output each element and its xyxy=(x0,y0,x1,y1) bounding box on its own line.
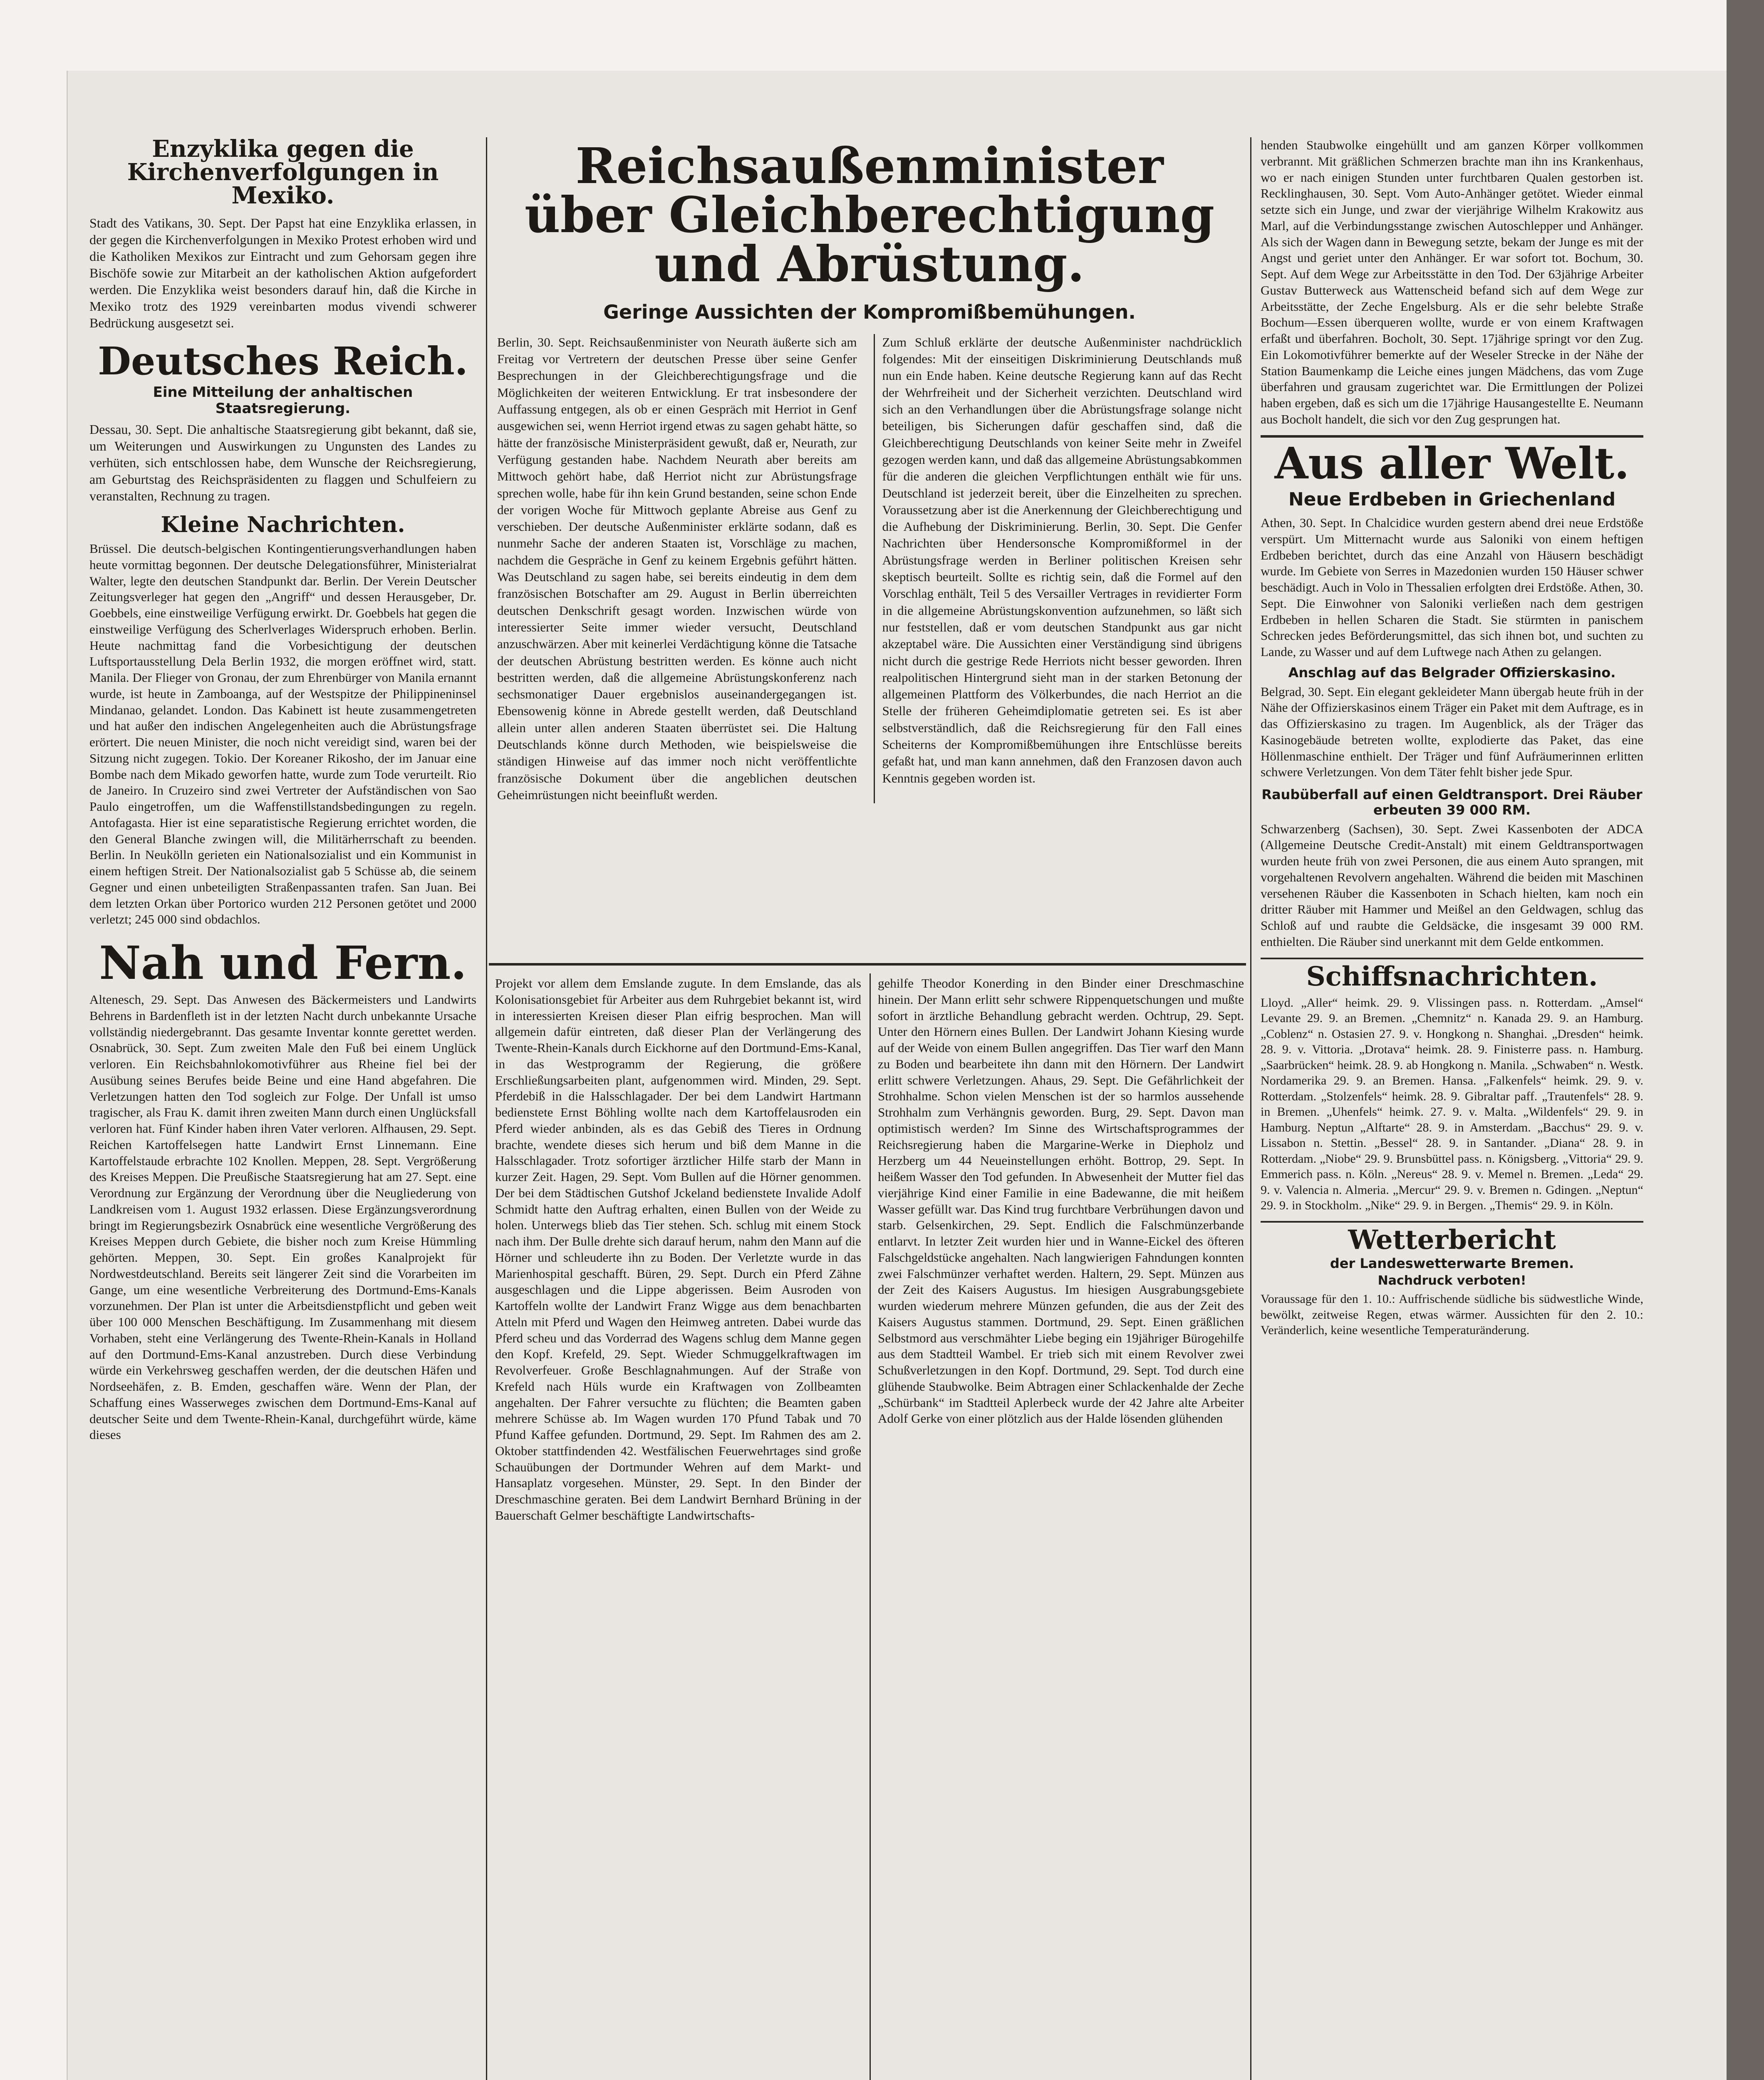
headline-schiffsnachrichten: Schiffsnachrichten. xyxy=(1306,961,1598,992)
article-belgrad: Belgrad, 30. Sept. Ein elegant gekleideter Mann übergab heute früh in der Nähe der Offizierskasinos einem Träger ein Paket mit dem Auftrage, es in das Offizierskasino zu tragen. Im Augenblick, als der Träger das Kasinogebäude betreten wollte, explodierte das Paket, das eine Höllenmaschine enthielt. Der Träger und fünf Aufräumerinnen erlitten schwere Verletzungen. Von dem Täter fehlt bisher jede Spur. xyxy=(1261,684,1643,780)
headline-aus-aller-welt: Aus aller Welt. xyxy=(1274,437,1630,489)
main-text-right: Zum Schluß erklärte der deutsche Außenminister nachdrücklich folgendes: Mit der einseitigen Diskriminierung Deutschlands muß nun ein Ende haben. Keine deutsche Regierung kann auf das Recht der Wehrfreiheit und der Sicherheit verzichten. Deutschland wird sich an den Verhandlungen über die Abrüstungsfrage solange nicht beteiligen, bis Sicherungen dafür geschaffen sind, daß die Gleichberechtigung Deutschlands von keiner Seite mehr in Zweifel gezogen werden kann, und daß das allgemeine Abrüstungsabkommen für die anderen die gleichen Verpflichtungen enthält wie für uns. Deutschland ist jederzeit bereit, über die Einzelheiten zu sprechen. Voraussetzung aber ist die Anerkennung der Gleichberechtigung und die Aufhebung der Diskriminierung. Berlin, 30. Sept. Die Genfer Nachrichten über Hendersonsche Kompromißformel in der Abrüstungsfrage werden in Berliner politischen Kreisen sehr skeptisch beurteilt. Sollte es richtig sein, daß die Formel auf den Vorschlag enthält, Teil 5 des Versailler Vertrages in revidierter Form in die allgemeine Abrüstungskonvention aufzunehmen, so läßt sich nur feststellen, daß er vom deutschen Standpunkt aus gar nicht akzeptabel wäre. Die Aussichten einer Verständigung sind übrigens nicht durch die gestrige Rede Herriots nicht besser geworden. Ihren realpolitischen Hintergrund sieht man in der starken Betonung der allgemeinen Plattform des Völkerbundes, die nach Herriot an die Stelle der früheren Geheimdiplomatie getreten sei. Es ist aber selbstverständlich, daß die Reichsregierung für den Fall eines Scheiterns der Kompromißbemühungen ihre Entschlüsse bereits gefaßt hat, und man kann annehmen, daß den Franzosen davon auch Kenntnis gegeben worden ist. xyxy=(874,334,1242,803)
article-schiffsnachrichten: Lloyd. „Aller“ heimk. 29. 9. Vlissingen pass. n. Rotterdam. „Amsel“ Levante 29. 9. an Bremen. „Chemnitz“ n. Kanada 29. 9. an Hamburg. „Coblenz“ n. Ostasien 27. 9. v. Hongkong n. Shanghai. „Dresden“ heimk. 28. 9. v. Vittoria. „Drotava“ heimk. 28. 9. Finisterre pass. n. Hamburg. „Saarbrücken“ heimk. 28. 9. ab Hongkong n. Manila. „Schwaben“ n. Westk. Nordamerika 29. 9. an Bremen. Hansa. „Falkenfels“ heimk. 29. 9. v. Rotterdam. „Stolzenfels“ heimk. 28. 9. Gibraltar paff. „Trautenfels“ 28. 9. in Bremen. „Uhenfels“ heimk. 27. 9. v. Malta. „Wildenfels“ 29. 9. in Hamburg. Neptun „Alftarte“ 28. 9. in Amsterdam. „Bacchus“ 29. 9. v. Lissabon n. Stettin. „Bessel“ 28. 9. in Santander. „Diana“ 28. 9. in Rotterdam. „Niobe“ 29. 9. Brunsbüttel pass. n. Königsberg. „Vittoria“ 29. 9. Emmerich pass. n. Köln. „Nereus“ 28. 9. v. Memel n. Bremen. „Leda“ 29. 9. v. Valencia n. Almeria. „Mercur“ 29. 9. v. Bremen n. Gdingen. „Neptun“ 29. 9. in Stockholm. „Nike“ 29. 9. in Bergen. „Themis“ 29. 9. in Köln. xyxy=(1261,995,1643,1213)
headline-nah-und-fern: Nah und Fern. xyxy=(99,936,467,990)
section-rule xyxy=(1261,958,1643,959)
main-headline: Reichsaußenminister über Gleichberechtigung und Abrüstung. xyxy=(524,137,1215,293)
column-1 xyxy=(89,137,476,2080)
section-rule xyxy=(1261,435,1643,438)
article-enzyklika: Stadt des Vatikans, 30. Sept. Der Papst hat eine Enzyklika erlassen, in der gegen die Kirchenverfolgungen in Mexiko Protest erhoben wird und die Katholiken Mexikos zur Eintracht und zum Gehorsam gegen ihre Bischöfe sowie zur Mitarbeit an der katholischen Aktion aufgefordert werden. Die Enzyklika weist besonders darauf hin, daß die Kirche in Mexiko trotz des 1929 vereinbarten modus vivendi schwerer Bedrückung ausgesetzt sei. xyxy=(89,215,476,330)
column-rule xyxy=(486,137,487,2080)
article-wetterbericht: Voraussage für den 1. 10.: Auffrischende südliche bis südwestliche Winde, bewölkt, zeitweise Regen, etwas wärmer. Aussichten für den 2. 10.: Veränderlich, keine wesentliche Temperaturänderung. xyxy=(1261,1292,1643,1337)
section-rule xyxy=(1261,1221,1643,1223)
headline-enzyklika: Enzyklika gegen die Kirchenverfolgungen in Mexiko. xyxy=(127,137,439,209)
headline-wetterbericht: Wetterbericht xyxy=(1348,1224,1556,1255)
article-column-3: gehilfe Theodor Konerding in den Binder einer Dreschmaschine hinein. Der Mann erlitt sehr schwere Rippenquetschungen und mußte sofort in ärztliche Behandlung gebracht werden. Ochtrup, 29. Sept. Unter den Hörnern eines Bullen. Der Landwirt Johann Kiesing wurde auf der Weide von einem Bullen angegriffen. Das Tier warf den Mann zu Boden und bearbeitete ihn dann mit den Hörnern. Der Landwirt erlitt schwere Verletzungen. Ahaus, 29. Sept. Die Gefährlichkeit der Strohhalme. Schon vielen Menschen ist der so harmlos aussehende Strohhalm zum Verhängnis geworden. Burg, 29. Sept. Davon man optimistisch werden? Im Sinne des Wirtschaftsprogrammes der Reichsregierung haben die Margarine-Werke in Diepholz und Herzberg um 44 Neueinstellungen erhöht. Bottrop, 29. Sept. In heißem Wasser den Tod gefunden. In Abwesenheit der Mutter fiel das vierjährige Kind einer Familie in eine Badewanne, die mit heißem Wasser gefüllt war. Das Kind trug furchtbare Verbrühungen davon und starb. Gelsenkirchen, 29. Sept. Endlich die Falschmünzerbande entlarvt. In letzter Zeit wurden hier und in Wanne-Eickel des öfteren Falschgeldstücke angehalten. Nach langwierigen Fahndungen konnten zwei Falschmünzer verhaftet werden. Haltern, 29. Sept. Münzen aus der Zeit des Kaisers Augustus. Im hiesigen Ausgrabungsgebiete wurden wiederum mehrere Münzen gefunden, die aus der Zeit des Kaisers Augustus stammen. Dortmund, 29. Sept. Einen gräßlichen Selbstmord aus verschmähter Liebe beging ein 19jähriger Bürogehilfe aus dem Stadtteil Wambel. Er trieb sich mit einem Revolver zwei Schußverletzungen in den Kopf. Dortmund, 29. Sept. Tod durch eine glühende Staubwolke. Beim Abtragen einer Schlackenhalde der Zeche „Schürbank“ im Stadtteil Aplerbeck wurde der 42 Jahre alte Arbeiter Adolf Gerke von einer plötzlich aus der Halde lösenden glühenden xyxy=(878,976,1244,1426)
main-story xyxy=(497,137,1242,969)
column-3 xyxy=(878,976,1244,2080)
subhead-anhalt: Eine Mitteilung der anhaltischen Staatsregierung. xyxy=(153,384,413,417)
subhead-wetter: der Landeswetterwarte Bremen. xyxy=(1330,1255,1574,1271)
subhead-raububerfall: Raubüberfall auf einen Geldtransport. Drei Räuber erbeuten 39 000 RM. xyxy=(1261,787,1643,818)
column-2 xyxy=(495,976,861,2080)
article-anhalt: Dessau, 30. Sept. Die anhaltische Staatsregierung gibt bekannt, daß sie, um Weiterungen und Auswirkungen zu Ungunsten des Landes zu verhüten, sich entschlossen habe, dem Wunsche der Reichsregierung, am Geburtstag des Reichspräsidenten zu flaggen und Schulfeiern zu veranstalten, Rechnung zu tragen. xyxy=(89,422,476,504)
article-column-4-top: henden Staubwolke eingehüllt und am ganzen Körper vollkommen verbrannt. Mit gräßlichen Schmerzen brachte man ihn ins Krankenhaus, wo er nach einigen Stunden unter furchtbaren Qualen gestorben ist. Recklinghausen, 30. Sept. Vom Auto-Anhänger getötet. Wieder einmal setzte sich ein Junge, und zwar der vierjährige Wilhelm Krakowitz aus Marl, auf die Verbindungsstange zwischen Autoschlepper und Anhänger. Als sich der Wagen dann in Bewegung setzte, bekam der Junge es mit der Angst und geriet unter den Anhänger. Er war sofort tot. Bochum, 30. Sept. Auf dem Wege zur Arbeitsstätte in den Tod. Der 63jährige Arbeiter Gustav Butterweck aus Wattenscheid befand sich auf dem Wege zur Arbeitsstätte, der Zeche Engelsburg. Als er die sehr belebte Straße Bochum—Essen überqueren wollte, wurde er von einem Kraftwagen erfaßt und überfahren. Bocholt, 30. Sept. 17jährige springt vor den Zug. Ein Lokomotivführer bemerkte auf der Weseler Strecke in der Nähe der Station Baumenkamp die Leiche eines jungen Mädchens, das vom Zuge überfahren und grausam zugerichtet war. Die Ermittlungen der Polizei haben ergeben, daß es sich um die 17jährige Hausangestellte E. Neumann aus Bocholt handelt, die sich vor den Zug gesprungen hat. xyxy=(1261,138,1643,426)
headline-deutsches-reich: Deutsches Reich. xyxy=(98,339,468,384)
article-kleine-nachrichten: Brüssel. Die deutsch-belgischen Kontingentierungsverhandlungen haben heute vormittag begonnen. Der deutsche Delegationsführer, Ministerialrat Walter, legte den deutschen Standpunkt dar. Berlin. Der Verein Deutscher Zeitungsverleger hat gegen den „Angriff“ und dessen Herausgeber, Dr. Goebbels, eine einstweilige Verfügung erwirkt. Dr. Goebbels hat gegen die einstweilige Verfügung des Scherlverlages Widerspruch erhoben. Berlin. Heute nachmittag fand die Vorbesichtigung der deutschen Luftsportausstellung Dela Berlin 1932, die morgen eröffnet wird, statt. Manila. Der Flieger von Gronau, der zum Ehrenbürger von Manila ernannt wurde, ist heute in Zamboanga, auf der Westspitze der Philippineninsel Mindanao, gelandet. London. Das Kabinett ist heute zusammengetreten und hat außer den indischen Angelegenheiten auch die Abrüstungsfrage erörtert. Die neuen Minister, die noch nicht vereidigt sind, waren bei der Sitzung nicht zugegen. Tokio. Der Koreaner Rikosho, der im Januar eine Bombe nach dem Mikado geworfen hatte, wurde zum Tode verurteilt. Rio de Janeiro. In Cruzeiro sind zwei Vertreter der Aufständischen von Sao Paulo eingetroffen, um die Waffenstillstandsbedingungen zu regeln. Antofagasta. Hier ist eine separatistische Regierung errichtet worden, die den General Blanche zwingen will, die Militärherrschaft zu beenden. Berlin. In Neukölln gerieten ein Nationalsozialist und ein Kommunist in einem heftigen Streit. Der Nationalsozialist gab 5 Schüsse ab, die seinem Gegner und einen unbeteiligten Straßenpassanten trafen. San Juan. Bei dem letzten Orkan über Portorico wurden 212 Personen getötet und 2000 verletzt; 245 000 sind obdachlos. xyxy=(89,541,476,927)
headline-kleine-nachrichten: Kleine Nachrichten. xyxy=(161,512,405,538)
article-raububerfall: Schwarzenberg (Sachsen), 30. Sept. Zwei Kassenboten der ADCA (Allgemeine Deutsche Credit-Anstalt) mit einem Geldtransportwagen wurden heute früh von zwei Personen, die aus einem Auto sprangen, mit vorgehaltenen Revolvern angehalten. Während die beiden mit Maschinen versehenen Räuber die Kassenboten in Schach hielten, kam noch ein dritter Räuber mit Hammer und Meißel an den Geldwagen, schlug das Schloß auf und raubte die Geldsäcke, die insgesamt 39 000 RM. enthielten. Die Räuber sind unerkannt mit dem Gelde entkommen. xyxy=(1261,821,1643,949)
article-nah-und-fern: Altenesch, 29. Sept. Das Anwesen des Bäckermeisters und Landwirts Behrens in Bardenfleth ist in der letzten Nacht durch unbekannte Ursache vollständig niedergebrannt. Das gesamte Inventar konnte gerettet werden. Osnabrück, 30. Sept. Zum zweiten Male den Fuß bei einem Unglück verloren. Ein Reichsbahnlokomotivführer aus Rheine fiel bei der Ausübung seines Berufes beide Beine und eine Hand abgefahren. Die Verletzungen hatten den Tod sogleich zur Folge. Der Unfall ist umso tragischer, als Frau K. damit ihren zweiten Mann durch einen Unglücksfall verloren hat. Fünf Kinder haben ihren Vater verloren. Alfhausen, 29. Sept. Reichen Kartoffelsegen hatte Landwirt Ernst Linnemann. Eine Kartoffelstaude erbrachte 102 Knollen. Meppen, 28. Sept. Vergrößerung des Kreises Meppen. Die Preußische Staatsregierung hat am 27. Sept. eine Verordnung zur Ergänzung der Verordnung über die Neugliederung von Landkreisen vom 1. August 1932 erlassen. Diese Ergänzungsverordnung bringt im Regierungsbezirk Osnabrück eine wesentliche Vergrößerung des Kreises Meppen durch Gebiete, die bisher noch zum Kreise Hümmling gehörten. Meppen, 30. Sept. Ein großes Kanalprojekt für Nordwestdeutschland. Bereits seit längerer Zeit sind die Vorarbeiten im Gange, um eine wesentliche Verbreiterung des Dortmund-Ems-Kanals vorzunehmen. Der Plan ist unter die Arbeitsdienstpflicht und geben weit über 100 000 Menschen Beschäftigung. Im Zusammenhang mit diesem Vorhaben, steht eine Verlängerung des Twente-Rhein-Kanals in Holland auf den Dortmund-Ems-Kanal anzustreben. Durch diese Verbindung würde ein Verkehrsweg geschaffen werden, der die deutschen Häfen und Nordseehäfen, z. B. Emden, geschaffen wäre. Wenn der Plan, der Schaffung eines Wasserweges zwischen dem Dortmund-Ems-Kanal auf deutscher Seite und dem Twente-Rhein-Kanal, durchgeführt würde, käme dieses xyxy=(89,992,476,1442)
column-4 xyxy=(1261,137,1643,2080)
subhead-belgrad: Anschlag auf das Belgrader Offizierskasino. xyxy=(1288,664,1616,681)
column-rule xyxy=(870,973,871,2080)
scan-edge-strip xyxy=(1727,0,1764,2080)
wetter-note: Nachdruck verboten! xyxy=(1378,1273,1526,1288)
main-story-rule xyxy=(489,963,1246,966)
main-columns xyxy=(497,334,1242,803)
subhead-erdbeben: Neue Erdbeben in Griechenland xyxy=(1288,488,1616,510)
main-subheadline: Geringe Aussichten der Kompromißbemühungen. xyxy=(603,301,1136,323)
column-rule xyxy=(1250,137,1251,2080)
article-erdbeben: Athen, 30. Sept. In Chalcidice wurden gestern abend drei neue Erdstöße verspürt. Um Mitternacht wurde aus Saloniki von einem heftigen Erdbeben berichtet, durch das eine Anzahl von Häusern beschädigt wurde. Im Gebiete von Serres in Mazedonien wurden 150 Häuser schwer beschädigt. Auch in Volo in Thessalien erfolgten drei Erdstöße. Athen, 30. Sept. Die Einwohner von Saloniki verließen nach dem gestrigen Erdbeben in hellen Scharen die Stadt. Sie stürmten in panischem Schrecken jedes Beförderungsmittel, das sich ihnen bot, und suchten zu Lande, zu Wasser und auf dem Luftwege nach Athen zu gelangen. xyxy=(1261,515,1643,659)
article-column-2: Projekt vor allem dem Emslande zugute. In dem Emslande, das als Kolonisationsgebiet für Arbeiter aus dem Ruhrgebiet bekannt ist, wird in interessierten Kreisen dieser Plan eifrig besprochen. Man will allgemein dafür eintreten, daß dieser Plan der Verlängerung des Twente-Rhein-Kanals durch Eickhorne auf den Dortmund-Ems-Kanal, in das Westprogramm der Regierung, die größere Erschließungsarbeiten plant, aufgenommen wird. Minden, 29. Sept. Pferdebiß in die Halsschlagader. Der bei dem Landwirt Hartmann bedienstete Ernst Böhling wollte nach dem Kartoffelausroden ein Pferd wieder anbinden, als es das Gebiß des Tieres in Ordnung brachte, wendete dieses sich herum und biß dem Manne in die Halsschlagader. Trotz sofortiger ärztlicher Hilfe starb der Mann in kurzer Zeit. Hagen, 29. Sept. Vom Bullen auf die Hörner genommen. Der bei dem Städtischen Gutshof Jckeland bedienstete Invalide Adolf Schmidt hatte den Auftrag erhalten, einen Bullen von der Weide zu holen. Unterwegs blieb das Tier stehen. Sch. schlug mit einem Stock nach ihm. Der Bulle drehte sich darauf herum, nahm den Mann auf die Hörner und schleuderte ihn zu Boden. Der Verletzte wurde in das Marienhospital geschafft. Büren, 29. Sept. Durch ein Pferd Zähne ausgeschlagen und die Lippe abgerissen. Beim Ausroden von Kartoffeln wollte der Landwirt Franz Wigge aus dem benachbarten Atteln mit Pferd und Wagen den Heimweg antreten. Dabei wurde das Pferd scheu und das Vorderrad des Wagens schlug dem Manne gegen den Kopf. Krefeld, 29. Sept. Wieder Schmuggelkraftwagen im Revolverfeuer. Große Beschlagnahmungen. Auf der Straße von Krefeld nach Hüls wurde ein Kraftwagen von Zollbeamten angehalten. Der Fahrer versuchte zu flüchten; die Beamten gaben mehrere Schüsse ab. Im Wagen wurden 170 Pfund Tabak und 70 Pfund Kaffee gefunden. Dortmund, 29. Sept. Im Rahmen des am 2. Oktober stattfindenden 42. Westfälischen Feuerwehrtages sind große Schauübungen der Dortmunder Wehren auf dem Markt- und Hansaplatz vorgesehen. Münster, 29. Sept. In den Binder der Dreschmaschine geraten. Bei dem Landwirt Bernhard Brüning in der Bauerschaft Gelmer beschäftigte Landwirtschafts- xyxy=(495,976,861,1523)
main-text-left: Berlin, 30. Sept. Reichsaußenminister von Neurath äußerte sich am Freitag vor Vertretern der deutschen Presse über seine Genfer Besprechungen in der Gleichberechtigungsfrage und die Möglichkeiten der weiteren Entwicklung. Er trat insbesondere der Auffassung entgegen, als ob er einen Gespräch mit Herriot in Genf ausgewichen sei, wenn Herriot irgend etwas zu sagen gehabt hätte, so hätte der französische Ministerpräsident gewußt, daß er, Neurath, zur Verfügung gestanden habe. Nachdem Neurath aber bereits am Mittwoch gehört habe, daß Herriot nicht zur Abrüstungsfrage sprechen wolle, habe für ihn kein Grund bestanden, seine schon Ende der vorigen Woche für Mittwoch geplante Abreise aus Genf zu verschieben. Der deutsche Außenminister erklärte sodann, daß es nunmehr Sache der anderen Staaten ist, Vorschläge zu machen, nachdem die Gespräche in Genf zu keinem Ergebnis geführt hätten. Was Deutschland zu sagen habe, sei bereits eindeutig in dem dem französischen Botschafter am 29. August in Berlin überreichten deutschen Denkschrift gesagt worden. Inzwischen würde von interessierter Seite immer wieder versucht, Deutschland anzuschwärzen. Aber mit keinerlei Verdächtigung könne die Tatsache der deutschen Abrüstung bestritten werden. Es könne auch nicht bestritten werden, daß die allgemeine Abrüstungskonferenz nach sechsmonatiger Dauer ergebnislos auseinandergegangen ist. Ebensowenig könne in Abrede gestellt werden, daß Deutschland allein unter allen anderen Staaten überrüstet sei. Die Haltung Deutschlands könne durch Methoden, wie beispielsweise die ständigen Hinweise auf das immer noch nicht veröffentlichte französische Dokument über die angeblichen deutschen Geheimrüstungen nicht beeinflußt werden. xyxy=(497,334,857,802)
